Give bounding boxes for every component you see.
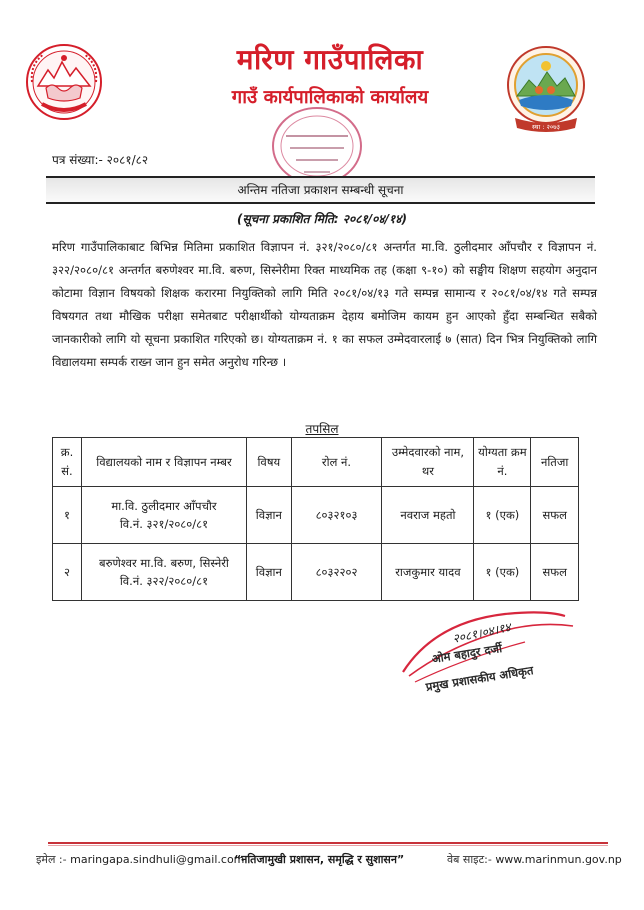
cell-roll: ८०३२१०३ — [291, 487, 382, 544]
letter-reference-number: पत्र संख्या:- २०८१/८२ — [52, 153, 149, 167]
cell-rank: १ (एक) — [474, 487, 531, 544]
results-table — [52, 437, 579, 601]
cell-sn: १ — [53, 487, 82, 544]
table-header-row — [53, 438, 579, 487]
footer-website — [447, 852, 622, 867]
header-candidate: उम्मेदवारको नाम, थर — [382, 438, 474, 487]
website-label: वेब साइट:- — [447, 853, 492, 866]
cell-rank: १ (एक) — [474, 544, 531, 601]
municipality-title: मरिण गाउँपालिका — [236, 43, 424, 76]
table-caption: तपसिल — [305, 422, 339, 436]
table-row — [53, 487, 579, 544]
ad-number: वि.नं. ३२१/२०८०/८१ — [119, 517, 209, 531]
signatory-name: ओम बहादुर दर्जी — [430, 641, 503, 666]
cell-candidate: राजकुमार यादव — [382, 544, 474, 601]
signature-date: २०८१।०४।१४ — [451, 620, 512, 646]
header-roll: रोल नं. — [291, 438, 382, 487]
header-school: विद्यालयको नाम र विज्ञापन नम्बर — [82, 438, 247, 487]
website-link[interactable]: www.marinmun.gov.np — [495, 853, 622, 866]
ad-number: वि.नं. ३२२/२०८०/८१ — [119, 574, 209, 588]
cell-candidate: नवराज महतो — [382, 487, 474, 544]
cell-school — [82, 544, 247, 601]
footer-divider — [48, 842, 608, 844]
cell-subject: विज्ञान — [246, 544, 291, 601]
school-name: बरुणेश्वर मा.वि. बरुण, सिस्नेरी — [99, 556, 229, 570]
header-result: नतिजा — [531, 438, 579, 487]
cell-result: सफल — [531, 487, 579, 544]
email-link[interactable]: maringapa.sindhuli@gmail.com — [70, 853, 245, 866]
header-subject: विषय — [246, 438, 291, 487]
footer-motto: “नतिजामुखी प्रशासन, समृद्धि र सुशासन” — [234, 853, 405, 866]
notice-body: मरिण गाउँपालिकाबाट बिभिन्न मितिमा प्रकाशित विज्ञापन नं. ३२१/२०८०/८१ अन्तर्गत मा.वि. ठुलीदमार आँपचौर र विज्ञापन नं. ३२२/२०८०/८१ अन्तर्गत बरुणेश्वर मा.वि. बरुण, सिस्नेरीमा रिक्त माध्यमिक तह (कक्षा ९-१०) को सङ्घीय शिक्षण सहयोग अनुदान कोटामा विज्ञान विषयको शिक्षक करारमा नियुक्तिको लागि मिति २०८१/०४/१३ गते सम्पन्न सामान्य र २०८१/०४/१४ गते सम्पन्न विषयगत तथा मौखिक परीक्षा समेतबाट परीक्षार्थीको योग्यताक्रम देहाय बमोजिम कायम हुन आएको हुँदा सम्बन्धित सबैको जानकारीको लागि यो सूचना प्रकाशित गरिएको छ। योग्यताक्रम नं. १ का सफल उम्मेदवारलाई ७ (सात) दिन भित्र नियुक्तिको लागि विद्यालयमा सम्पर्क राख्न जान हुन समेत अनुरोध गरिन्छ । — [52, 240, 597, 369]
municipality-logo-icon — [505, 44, 587, 136]
logo-established-text: स्था : २०७३ — [531, 123, 561, 131]
signatory-title: प्रमुख प्रशासकीय अधिकृत — [424, 663, 535, 694]
notice-title: अन्तिम नतिजा प्रकाशन सम्बन्धी सूचना — [46, 176, 595, 204]
footer-email — [36, 852, 244, 867]
cell-result: सफल — [531, 544, 579, 601]
table-row — [53, 544, 579, 601]
cell-subject: विज्ञान — [246, 487, 291, 544]
cell-school — [82, 487, 247, 544]
footer-divider-thin — [48, 845, 608, 846]
school-name: मा.वि. ठुलीदमार आँपचौर — [111, 499, 217, 513]
cell-sn: २ — [53, 544, 82, 601]
header-rank: योग्यता क्रम नं. — [474, 438, 531, 487]
published-date: (सूचना प्रकाशित मिति: २०८१/०४/१४) — [237, 212, 407, 226]
nepal-emblem-icon — [24, 42, 104, 122]
email-label: इमेल :- — [36, 853, 67, 866]
header-sn: क्र. सं. — [53, 438, 82, 487]
cell-roll: ८०३२२०२ — [291, 544, 382, 601]
office-subtitle: गाउँ कार्यपालिकाको कार्यालय — [231, 87, 429, 108]
